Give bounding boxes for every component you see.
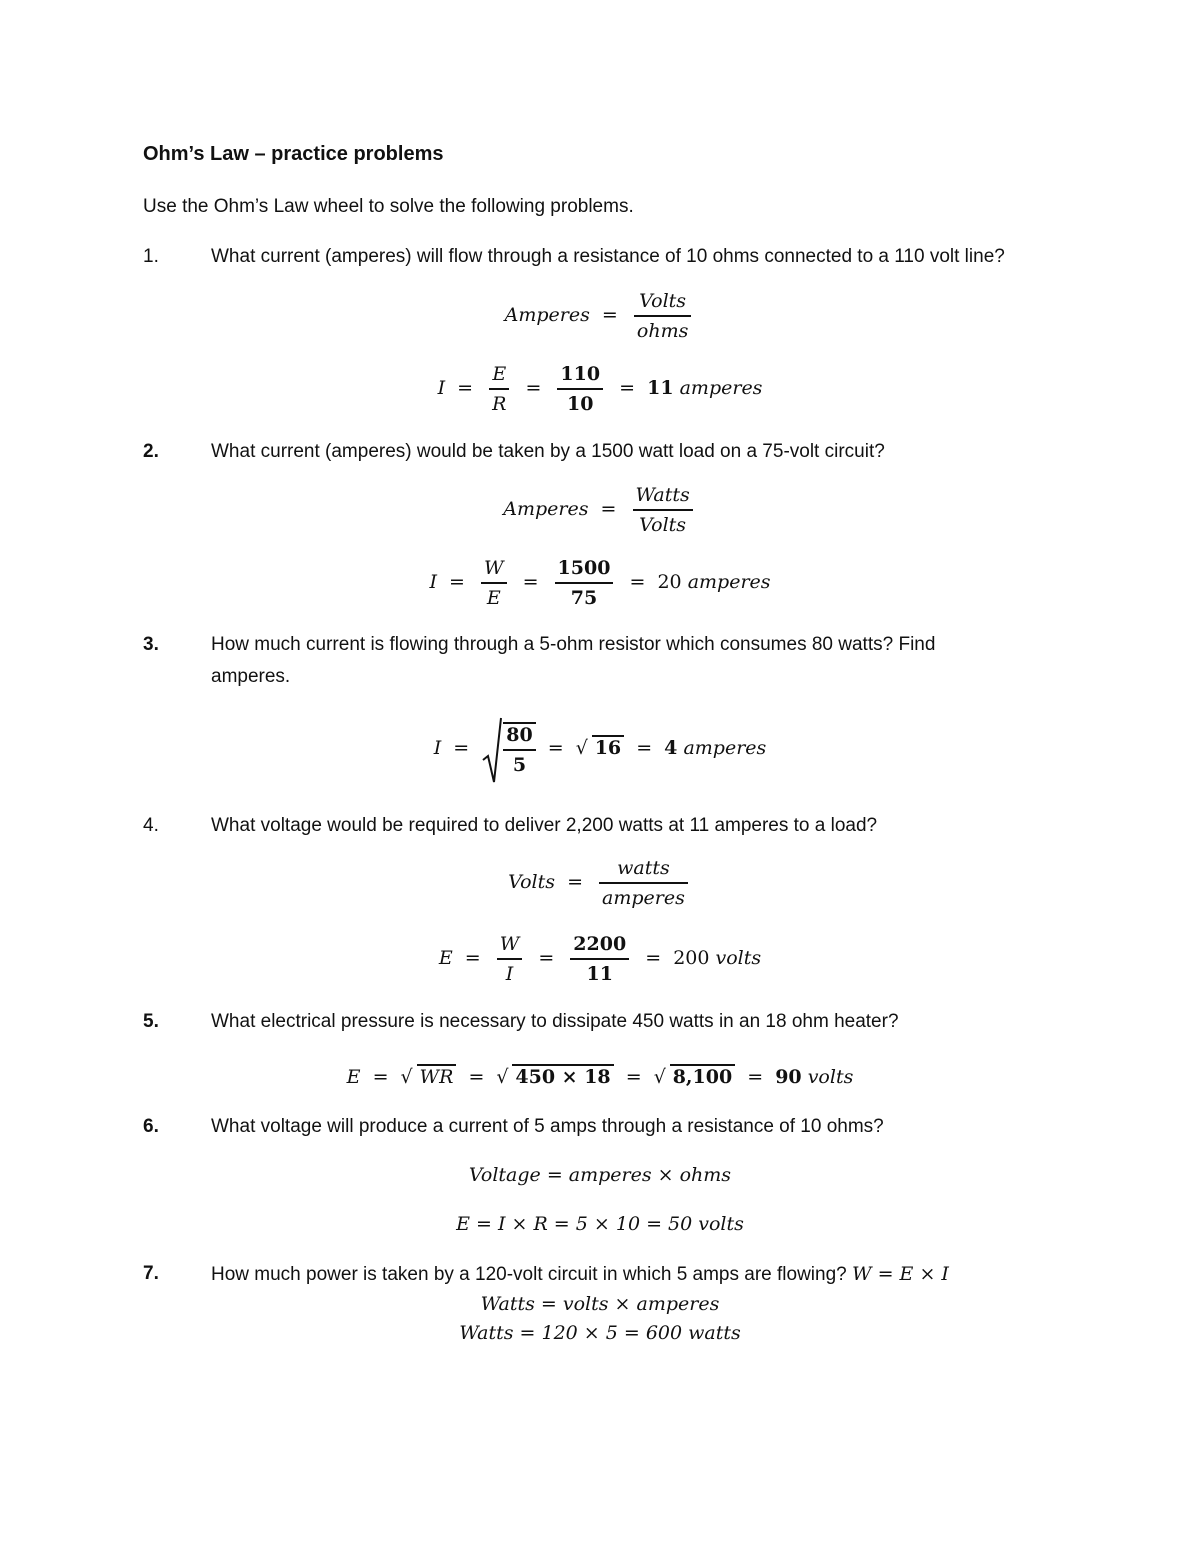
denominator: I: [505, 963, 514, 985]
fraction: [497, 933, 523, 985]
problem-text: What current (amperes) will flow through a resistance of 10 ohms connected to a 110 volt line?: [211, 246, 1005, 267]
intro-text: Use the Ohm’s Law wheel to solve the following problems.: [143, 196, 634, 217]
denominator: Volts: [639, 514, 687, 536]
fraction: [599, 857, 688, 909]
eq-sign: =: [522, 571, 539, 593]
eq-lhs: I: [437, 377, 446, 399]
square-root: [654, 1064, 736, 1088]
fraction: [557, 363, 603, 415]
eq-lhs: I: [429, 571, 437, 593]
numerator: 1500: [555, 557, 614, 584]
fraction: [503, 722, 535, 776]
problem-number: 5.: [143, 1011, 159, 1032]
square-root: [401, 1064, 457, 1088]
problem-number: 1.: [143, 246, 159, 267]
numerator: 110: [557, 363, 603, 390]
result-value: 20: [657, 571, 682, 593]
eq-sign: =: [464, 947, 481, 969]
eq-sign: =: [601, 304, 618, 326]
problem-text-wrapper: [211, 1263, 949, 1286]
eq-sign: =: [453, 737, 470, 759]
problem-text: What voltage would be required to deliver 2,200 watts at 11 amperes to a load?: [211, 815, 878, 836]
denominator: 10: [567, 393, 594, 415]
numerator: W: [497, 933, 523, 960]
result-unit: amperes: [679, 377, 763, 399]
eq-sign: =: [547, 737, 564, 759]
eq-lhs: Amperes: [504, 304, 590, 326]
denominator: 5: [512, 754, 527, 776]
radicand: WR: [417, 1064, 457, 1088]
denominator: E: [486, 587, 501, 609]
result-value: 200: [673, 947, 710, 969]
eq-sign: =: [619, 377, 636, 399]
equation-6a: Voltage = amperes × ohms: [468, 1164, 732, 1186]
inline-formula: W = E × I: [852, 1263, 949, 1285]
eq-lhs: E: [346, 1066, 361, 1088]
page-title: Ohm’s Law – practice problems: [143, 143, 444, 165]
problem-number: 6.: [143, 1116, 159, 1137]
fraction: [633, 484, 693, 536]
equation-7a: Watts = volts × amperes: [480, 1293, 720, 1315]
result-unit: amperes: [683, 737, 767, 759]
equation-2b: [0, 557, 1200, 609]
problem-text: What voltage will produce a current of 5 amps through a resistance of 10 ohms?: [211, 1116, 884, 1137]
problem-text: What electrical pressure is necessary to dissipate 450 watts in an 18 ohm heater?: [211, 1011, 899, 1032]
radicand: 8,100: [670, 1064, 736, 1088]
eq-lhs: Volts: [508, 871, 556, 893]
equation-1b: [0, 363, 1200, 415]
radical-sign-icon: [481, 716, 503, 786]
eq-sign: =: [457, 377, 474, 399]
equation-1a: [0, 290, 1200, 342]
result-unit: volts: [715, 947, 762, 969]
numerator: E: [489, 363, 509, 390]
fraction: [489, 363, 509, 415]
numerator: 80: [503, 724, 535, 751]
eq-sign: =: [629, 571, 646, 593]
eq-lhs: E: [438, 947, 453, 969]
result-unit: volts: [807, 1066, 854, 1088]
radical-sign-icon: √: [400, 1066, 413, 1088]
eq-lhs: Amperes: [503, 498, 589, 520]
eq-lhs: I: [433, 737, 442, 759]
eq-sign: =: [525, 377, 542, 399]
eq-sign: =: [567, 871, 583, 893]
equation-2a: [0, 484, 1200, 536]
result-unit: amperes: [687, 571, 771, 593]
square-root: [576, 735, 624, 759]
result-value: 4: [664, 737, 678, 759]
equation-7b: Watts = 120 × 5 = 600 watts: [459, 1322, 741, 1344]
eq-sign: =: [372, 1066, 389, 1088]
equation-3: [0, 722, 1200, 776]
numerator: Watts: [633, 484, 693, 511]
denominator: amperes: [602, 887, 685, 909]
denominator: 75: [570, 587, 598, 609]
denominator: ohms: [636, 320, 689, 342]
eq-sign: =: [636, 737, 653, 759]
numerator: watts: [599, 857, 688, 884]
square-root: [481, 722, 535, 776]
equation-5: [0, 1064, 1200, 1088]
radical-sign-icon: √: [496, 1066, 509, 1088]
equation-4b: [0, 933, 1200, 985]
fraction: [570, 933, 629, 985]
problem-number: 7.: [143, 1263, 159, 1284]
fraction: [555, 557, 614, 609]
problem-number: 4.: [143, 815, 159, 836]
denominator: R: [492, 393, 507, 415]
numerator: 2200: [570, 933, 629, 960]
equation-6b: E = I × R = 5 × 10 = 50 volts: [456, 1213, 744, 1235]
eq-sign: =: [468, 1066, 485, 1088]
eq-sign: =: [625, 1066, 642, 1088]
eq-sign: =: [747, 1066, 764, 1088]
square-root: [496, 1064, 613, 1088]
radicand: 16: [592, 735, 624, 759]
result-value: 11: [647, 377, 674, 399]
problem-text: How much power is taken by a 120-volt circuit in which 5 amps are flowing?: [211, 1264, 847, 1285]
eq-sign: =: [538, 947, 555, 969]
problem-text: How much current is flowing through a 5-ohm resistor which consumes 80 watts? Find: [211, 634, 936, 655]
numerator: W: [481, 557, 507, 584]
eq-sign: =: [449, 571, 465, 593]
problem-number: 3.: [143, 634, 159, 655]
eq-sign: =: [645, 947, 662, 969]
eq-sign: =: [600, 498, 617, 520]
radical-sign-icon: √: [653, 1066, 666, 1088]
fraction: [634, 290, 691, 342]
problem-text: What current (amperes) would be taken by a 1500 watt load on a 75-volt circuit?: [211, 441, 885, 462]
numerator: Volts: [634, 290, 691, 317]
problem-number: 2.: [143, 441, 159, 462]
result-value: 90: [775, 1066, 802, 1088]
denominator: 11: [586, 963, 613, 985]
radicand: 450 × 18: [512, 1064, 613, 1088]
equation-4a: [0, 857, 1200, 909]
radical-sign-icon: √: [575, 737, 588, 759]
fraction: [481, 557, 507, 609]
problem-text-continued: amperes.: [211, 666, 291, 687]
